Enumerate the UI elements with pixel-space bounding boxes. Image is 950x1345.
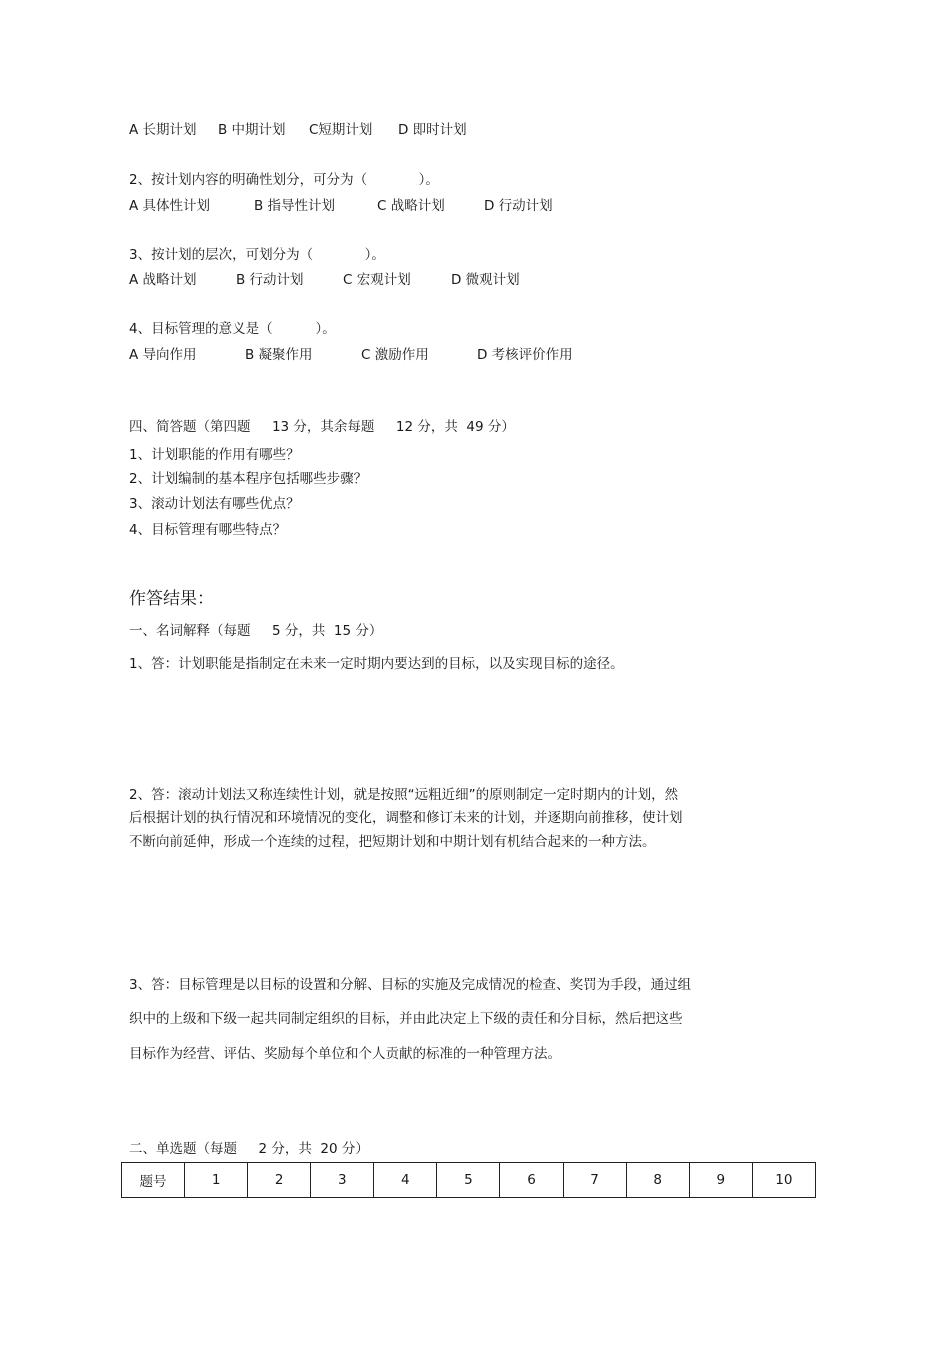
q2-option-a: A 具体性计划 xyxy=(129,198,211,214)
answer-table xyxy=(121,1162,816,1198)
section4-heading: 四、简答题（第四题 13 分，其余每题 12 分，共 49 分） xyxy=(129,419,515,435)
q3-option-b: B 行动计划 xyxy=(236,272,304,288)
q3-option-c: C 宏观计划 xyxy=(343,272,411,288)
table-cell-10: 10 xyxy=(752,1163,815,1198)
answers-section1-heading: 一、名词解释（每题 5 分，共 15 分） xyxy=(129,623,383,639)
q2-option-d: D 行动计划 xyxy=(484,198,553,214)
table-cell-7: 7 xyxy=(563,1163,626,1198)
q1-option-c: C短期计划 xyxy=(309,122,373,138)
q4-option-b: B 凝聚作用 xyxy=(245,347,313,363)
q3-option-d: D 微观计划 xyxy=(451,272,520,288)
table-cell-5: 5 xyxy=(437,1163,500,1198)
table-cell-2: 2 xyxy=(248,1163,311,1198)
table-cell-6: 6 xyxy=(500,1163,563,1198)
q1-option-a: A 长期计划 xyxy=(129,122,197,138)
answers-title: 作答结果： xyxy=(129,589,214,609)
q1-option-d: D 即时计划 xyxy=(398,122,467,138)
q4-text: 4、目标管理的意义是（ ）。 xyxy=(129,321,336,337)
section4-item-1: 1、计划职能的作用有哪些？ xyxy=(129,447,300,463)
table-cell-4: 4 xyxy=(374,1163,437,1198)
q4-option-c: C 激励作用 xyxy=(361,347,429,363)
section4-item-3: 3、滚动计划法有哪些优点？ xyxy=(129,496,300,512)
q3-option-a: A 战略计划 xyxy=(129,272,197,288)
answers-section2-heading: 二、单选题（每题 2 分，共 20 分） xyxy=(129,1141,369,1157)
table-cell-8: 8 xyxy=(626,1163,689,1198)
answer-3-line-3: 目标作为经营、评估、奖励每个单位和个人贡献的标准的一种管理方法。 xyxy=(129,1046,561,1062)
answer-3-line-1: 3、答：目标管理是以目标的设置和分解、目标的实施及完成情况的检查、奖罚为手段，通过组 xyxy=(129,977,692,993)
answer-1: 1、答：计划职能是指制定在未来一定时期内要达到的目标，以及实现目标的途径。 xyxy=(129,656,624,672)
answer-3-line-2: 织中的上级和下级一起共同制定组织的目标，并由此决定上下级的责任和分目标，然后把这些 xyxy=(129,1011,683,1027)
q1-option-b: B 中期计划 xyxy=(218,122,286,138)
answer-2-line-1: 2、答：滚动计划法又称连续性计划，就是按照“远粗近细”的原则制定一定时期内的计划，然 xyxy=(129,787,679,803)
answer-2-line-2: 后根据计划的执行情况和环境情况的变化，调整和修订未来的计划，并逐期向前推移，使计划 xyxy=(129,810,683,826)
q3-text: 3、按计划的层次，可划分为（ ）。 xyxy=(129,247,385,263)
answer-2-line-3: 不断向前延伸，形成一个连续的过程，把短期计划和中期计划有机结合起来的一种方法。 xyxy=(129,834,656,850)
answer-table-header-row xyxy=(122,1163,816,1198)
q4-option-a: A 导向作用 xyxy=(129,347,197,363)
table-cell-9: 9 xyxy=(689,1163,752,1198)
section4-item-4: 4、目标管理有哪些特点？ xyxy=(129,522,287,538)
q2-text: 2、按计划内容的明确性划分，可分为（ ）。 xyxy=(129,172,439,188)
table-cell-1: 1 xyxy=(185,1163,248,1198)
section4-item-2: 2、计划编制的基本程序包括哪些步骤？ xyxy=(129,471,368,487)
q4-option-d: D 考核评价作用 xyxy=(477,347,573,363)
q2-option-c: C 战略计划 xyxy=(377,198,445,214)
q2-option-b: B 指导性计划 xyxy=(254,198,336,214)
table-cell-question-number-label: 题号 xyxy=(122,1163,185,1198)
table-cell-3: 3 xyxy=(311,1163,374,1198)
